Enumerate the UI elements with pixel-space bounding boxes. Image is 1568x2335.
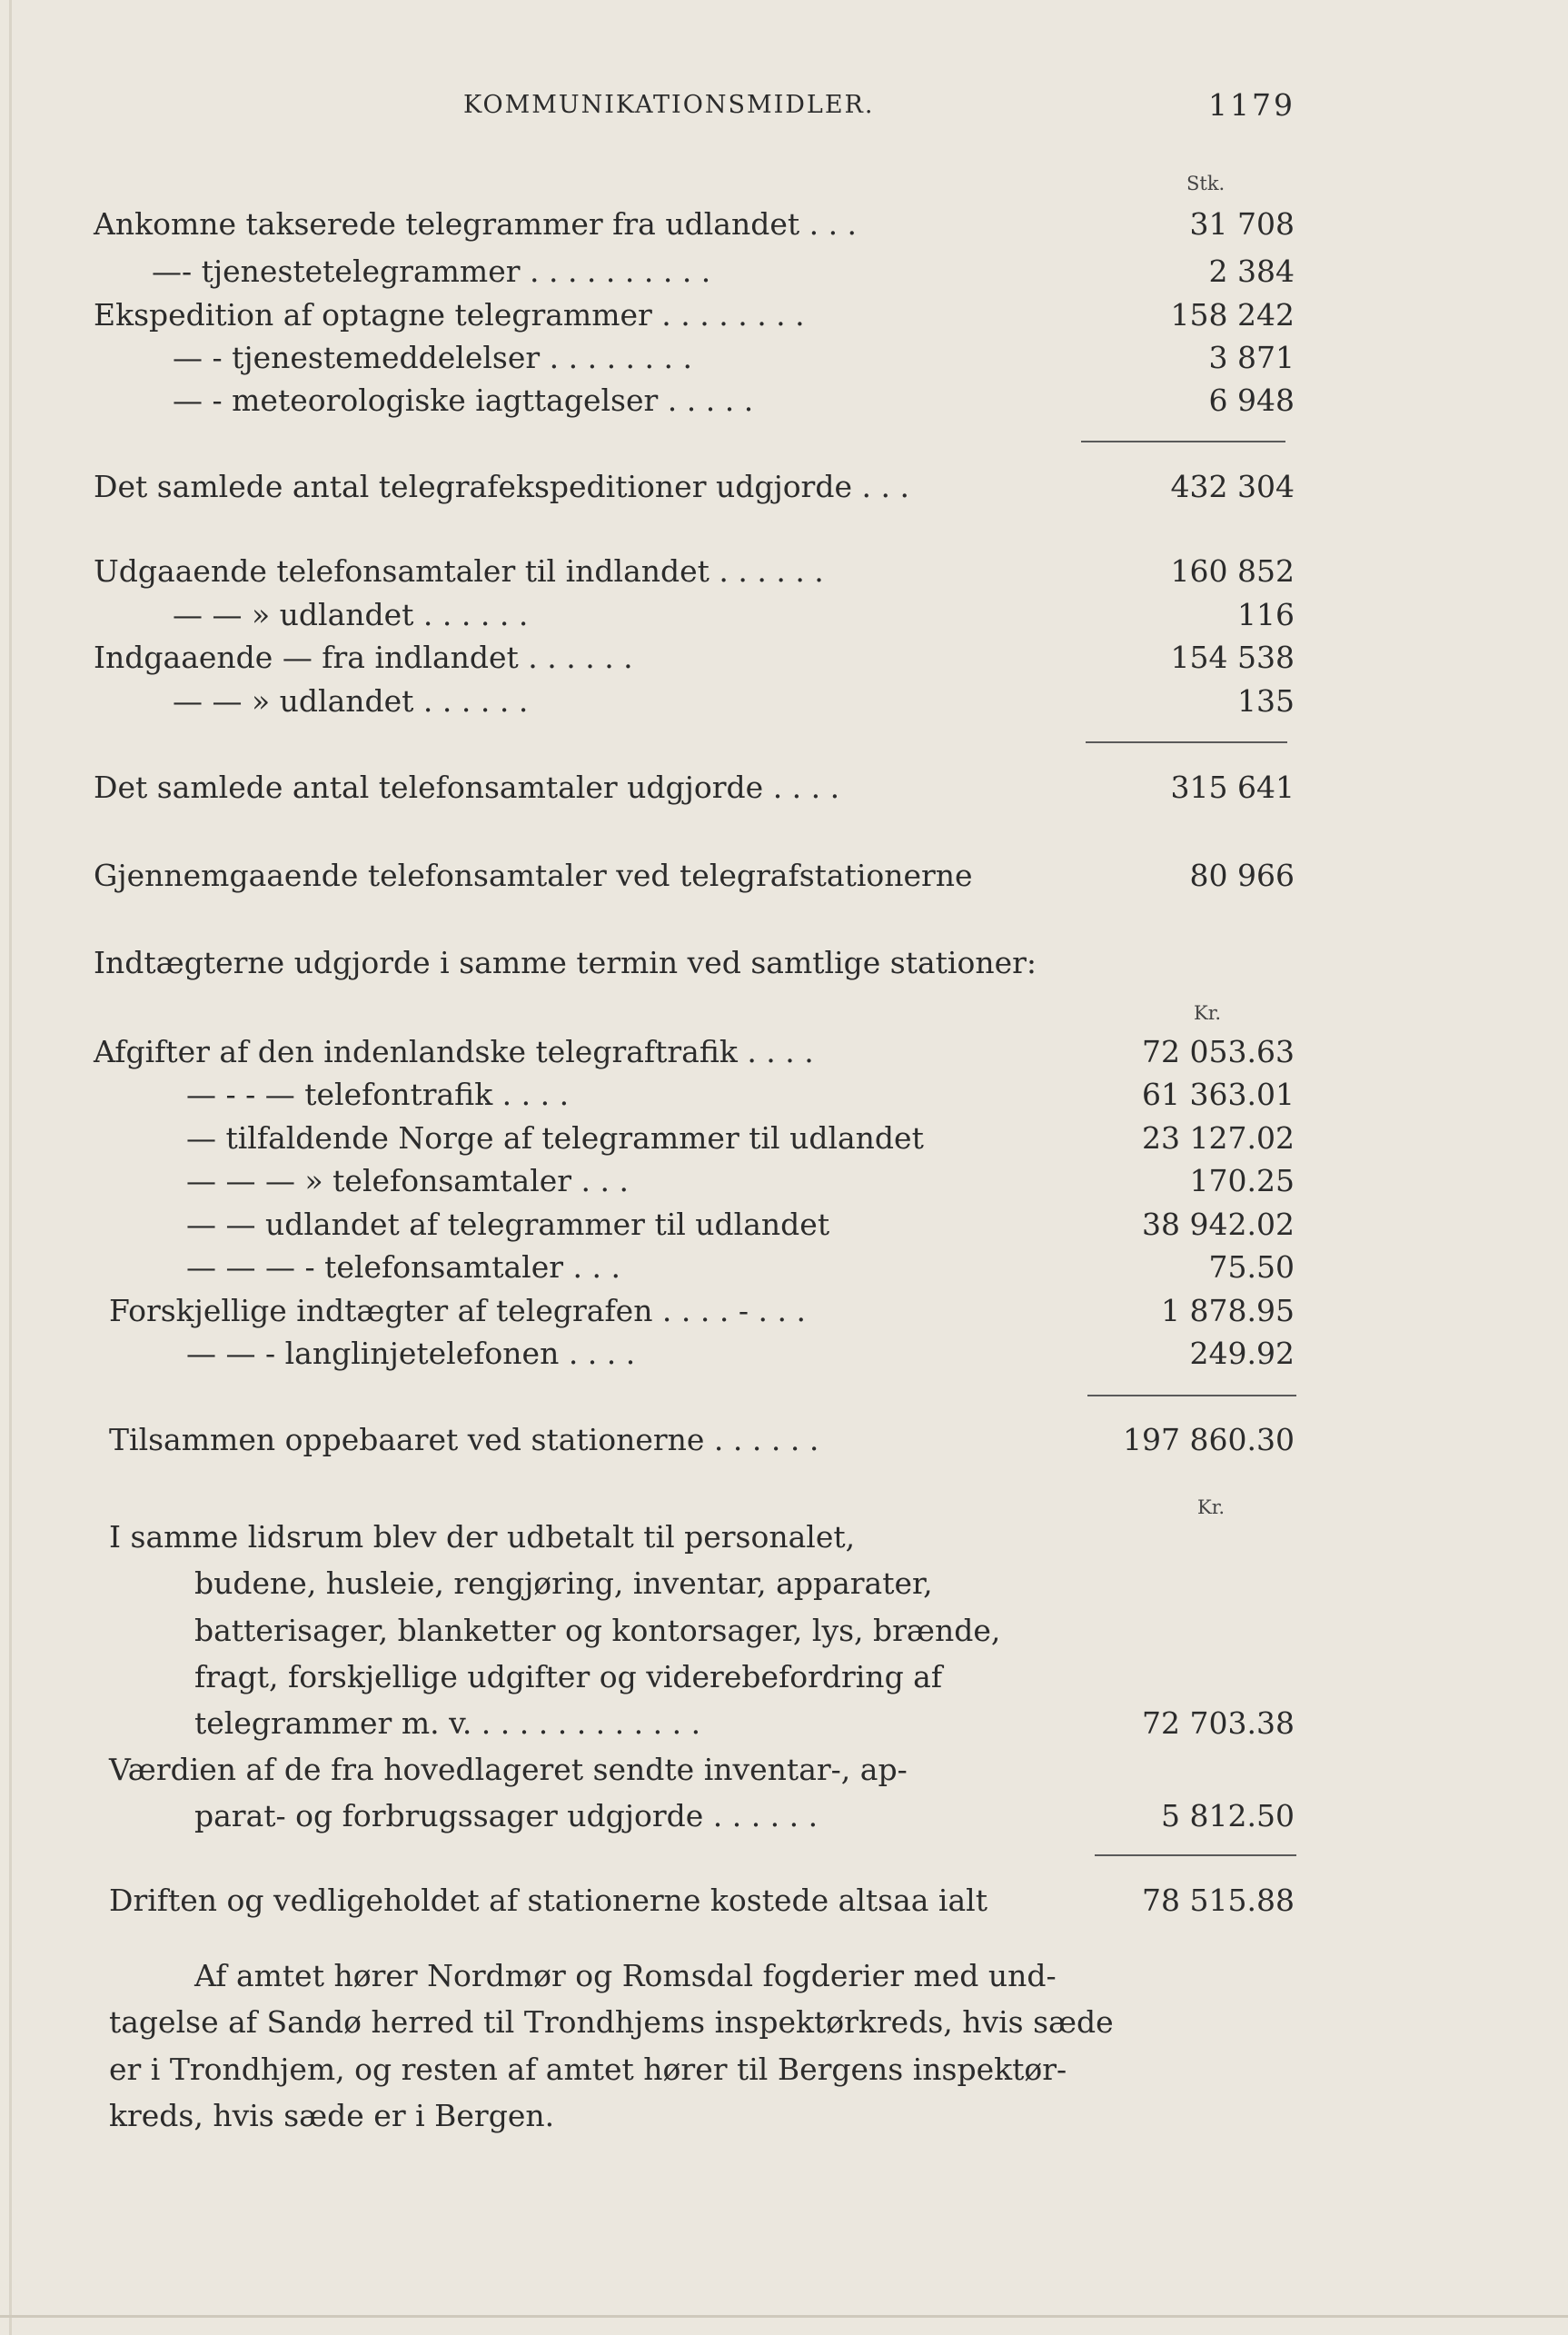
table-row: [0, 293, 1568, 337]
row-label: Gjennemgaaende telefonsamtaler ved telegrafstationerne: [94, 858, 973, 893]
table-row: [0, 203, 1568, 246]
sum-rule: [1081, 441, 1285, 442]
expense-line: Værdien af de fra hovedlageret sendte inventar-, ap-: [109, 1752, 908, 1787]
page-number: 1179: [1208, 87, 1295, 123]
total-label: Det samlede antal telefonsamtaler udgjorde . . . .: [94, 770, 840, 805]
closing-line: Af amtet hører Nordmør og Romsdal fogderier med und-: [194, 1958, 1057, 1993]
expense-line: parat- og forbrugssager udgjorde . . . . . .: [194, 1798, 819, 1833]
total-value: 197 860.30: [1123, 1422, 1295, 1457]
unit-label-kr: Kr.: [1194, 1002, 1222, 1024]
total-label: Driften og vedligeholdet af stationerne kostede altsaa ialt: [109, 1883, 987, 1918]
row-value: 158 242: [1170, 297, 1295, 333]
total-value: 78 515.88: [1142, 1883, 1295, 1918]
row-label: — — - langlinjetelefonen . . . .: [186, 1336, 636, 1371]
row-label: Indgaaende — fra indlandet . . . . . .: [94, 640, 633, 675]
expense-line: batterisager, blanketter og kontorsager, lys, brænde,: [194, 1613, 1001, 1648]
running-head: [0, 87, 1568, 127]
row-value: 61 363.01: [1142, 1077, 1295, 1112]
unit-label-kr: Kr.: [1197, 1496, 1226, 1518]
total-label: Det samlede antal telegrafekspeditioner udgjorde . . .: [94, 469, 909, 504]
row-value: 5 812.50: [1161, 1798, 1295, 1833]
transit-row: [0, 854, 1568, 898]
table-row: [0, 336, 1568, 380]
expense-line: budene, husleie, rengjøring, inventar, apparater,: [194, 1565, 933, 1601]
row-value: 72 703.38: [1142, 1705, 1295, 1741]
row-label: Ankomne takserede telegrammer fra udlandet . . .: [94, 206, 858, 242]
table-row: [0, 1159, 1568, 1203]
row-label: — tilfaldende Norge af telegrammer til udlandet: [186, 1120, 924, 1156]
row-value: 2 384: [1208, 253, 1295, 289]
table-row: [0, 1117, 1568, 1160]
table-row: [0, 550, 1568, 593]
table-row: [0, 379, 1568, 422]
table-row: [0, 680, 1568, 723]
total-row: [0, 1418, 1568, 1462]
total-value: 315 641: [1170, 770, 1295, 805]
row-value: 3 871: [1208, 340, 1295, 375]
row-label: — — udlandet af telegrammer til udlandet: [186, 1207, 830, 1242]
row-label: — — » udlandet . . . . . .: [173, 597, 529, 632]
table-row: [0, 1203, 1568, 1247]
table-row: [0, 636, 1568, 680]
unit-label-stk: Stk.: [1186, 173, 1226, 194]
closing-line: tagelse af Sandø herred til Trondhjems inspektørkreds, hvis sæde: [109, 2004, 1114, 2040]
row-label: — - - — telefontrafik . . . .: [186, 1077, 570, 1112]
row-label: Ekspedition af optagne telegrammer . . . . . . . .: [94, 297, 805, 333]
row-value: 23 127.02: [1142, 1120, 1295, 1156]
total-row: [0, 766, 1568, 810]
row-label: —- tjenestetelegrammer . . . . . . . . . .: [152, 253, 711, 289]
row-value: 38 942.02: [1142, 1207, 1295, 1242]
row-label: Udgaaende telefonsamtaler til indlandet . . . . . .: [94, 553, 824, 589]
expense-line: I samme lidsrum blev der udbetalt til personalet,: [109, 1519, 856, 1555]
total-value: 432 304: [1170, 469, 1295, 504]
table-row: [0, 593, 1568, 637]
row-label: — — » udlandet . . . . . .: [173, 683, 529, 719]
table-row: [0, 1289, 1568, 1333]
sum-rule: [1095, 1854, 1296, 1856]
sum-rule: [1086, 741, 1287, 743]
row-value: 31 708: [1189, 206, 1295, 242]
row-value: 1 878.95: [1161, 1293, 1295, 1328]
row-label: — - meteorologiske iagttagelser . . . . .: [173, 383, 754, 418]
sum-rule: [1087, 1395, 1296, 1396]
row-value: 116: [1237, 597, 1295, 632]
row-value: 160 852: [1170, 553, 1295, 589]
table-row: [0, 250, 1568, 293]
expense-value-row: [0, 1702, 1568, 1745]
row-label: Afgifter af den indenlandske telegraftrafik . . . .: [94, 1034, 814, 1069]
row-label: — — — » telefonsamtaler . . .: [186, 1163, 629, 1198]
row-value: 80 966: [1189, 858, 1295, 893]
income-intro: [0, 941, 1568, 985]
closing-line: kreds, hvis sæde er i Bergen.: [109, 2098, 555, 2133]
expense-line: fragt, forskjellige udgifter og viderebefordring af: [194, 1659, 943, 1694]
intro-text: Indtægterne udgjorde i samme termin ved samtlige stationer:: [94, 945, 1037, 980]
table-row: [0, 1332, 1568, 1376]
total-row: [0, 465, 1568, 509]
table-row: [0, 1073, 1568, 1117]
page-edge-bottom: [0, 2315, 1568, 2318]
expense-value-row: [0, 1794, 1568, 1838]
row-label: — — — - telefonsamtaler . . .: [186, 1249, 620, 1285]
total-label: Tilsammen oppebaaret ved stationerne . . . . . .: [109, 1422, 819, 1457]
row-value: 72 053.63: [1142, 1034, 1295, 1069]
running-title: KOMMUNIKATIONSMIDLER.: [463, 91, 875, 119]
row-value: 135: [1237, 683, 1295, 719]
row-value: 170.25: [1189, 1163, 1295, 1198]
expense-line: telegrammer m. v. . . . . . . . . . . . .: [194, 1705, 701, 1741]
closing-line: er i Trondhjem, og resten af amtet hører til Bergens inspektør-: [109, 2052, 1067, 2087]
table-row: [0, 1246, 1568, 1289]
row-label: — - tjenestemeddelelser . . . . . . . .: [173, 340, 692, 375]
row-value: 6 948: [1208, 383, 1295, 418]
total-row: [0, 1879, 1568, 1923]
table-row: [0, 1030, 1568, 1074]
row-value: 154 538: [1170, 640, 1295, 675]
row-value: 75.50: [1208, 1249, 1295, 1285]
row-value: 249.92: [1189, 1336, 1295, 1371]
row-label: Forskjellige indtægter af telegrafen . . . . - . . .: [109, 1293, 806, 1328]
